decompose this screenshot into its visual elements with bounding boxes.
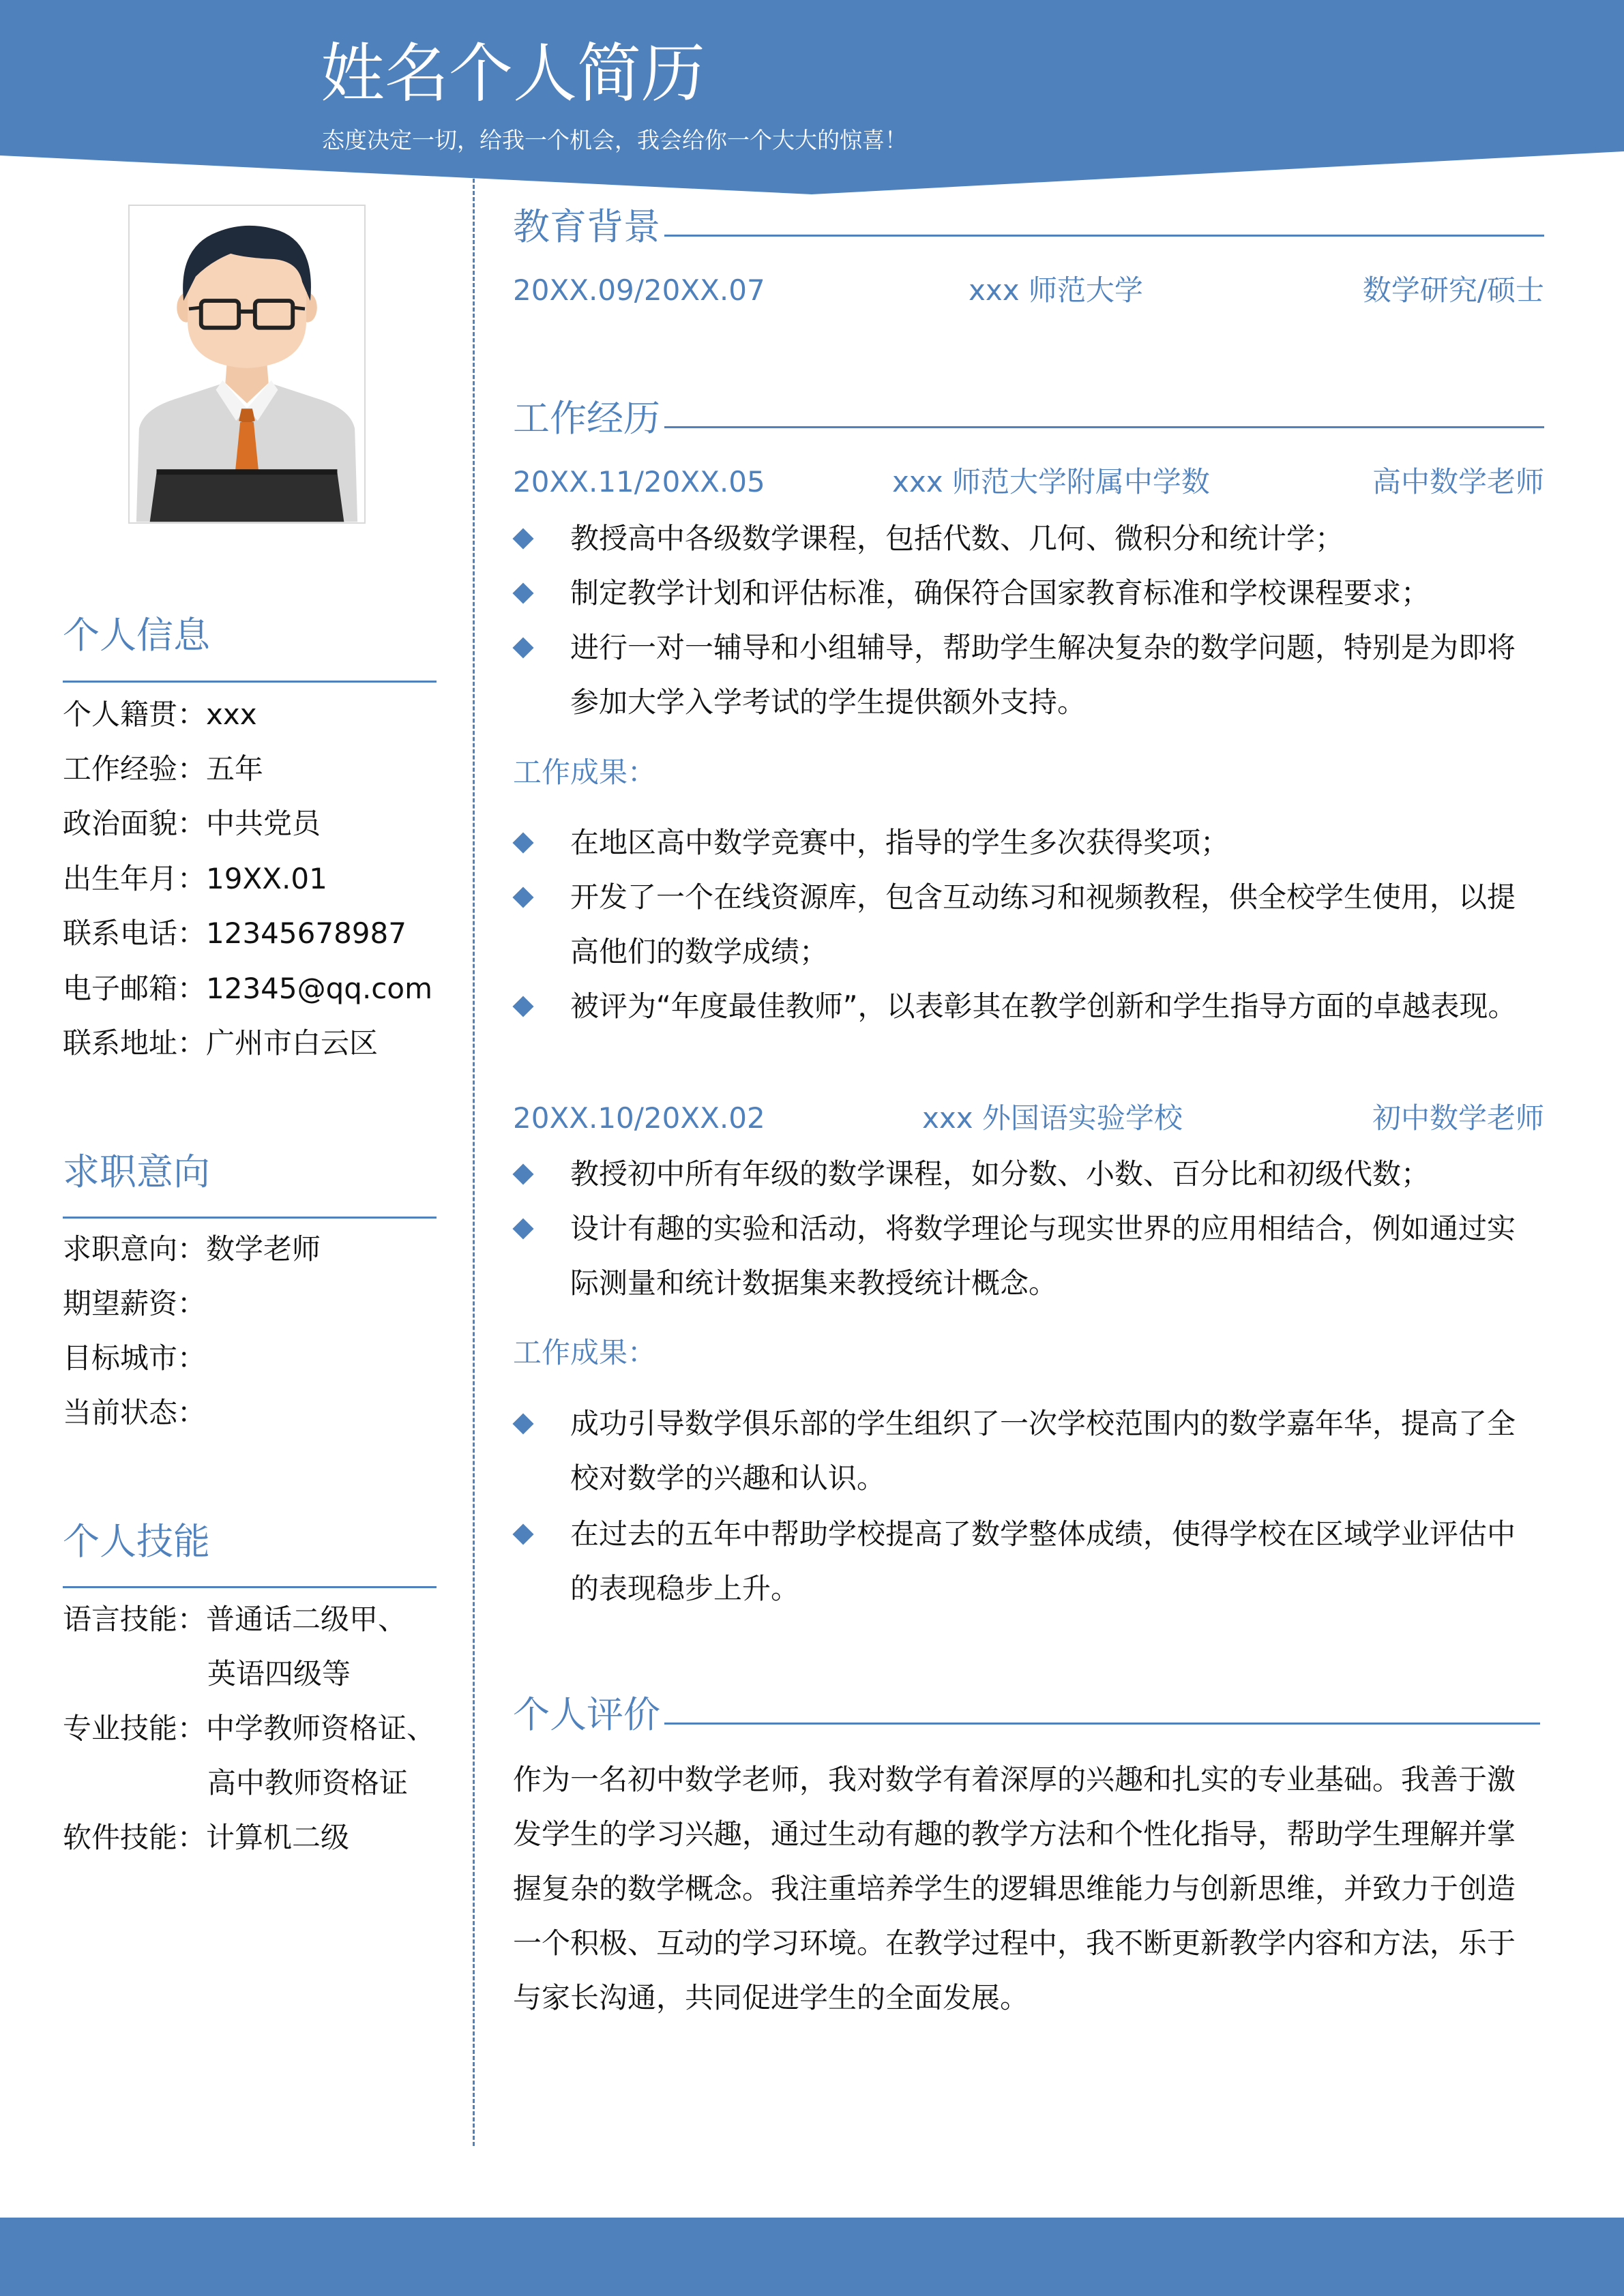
- skill-row-professional: [63, 1714, 435, 1743]
- personal-info-heading: 个人信息: [63, 614, 210, 657]
- education-school: xxx 师范大学: [969, 273, 1143, 307]
- diamond-bullet-icon: [512, 1218, 533, 1239]
- skill-value-cont: 高中教师资格证: [207, 1766, 409, 1800]
- info-label: 联系地址：: [63, 1026, 207, 1060]
- footer-band: [0, 2218, 1624, 2296]
- avatar-icon: [130, 206, 364, 522]
- diamond-bullet-icon: [512, 637, 533, 658]
- education-date: 20XX.09/20XX.07: [513, 273, 765, 307]
- list-item-text: 成功引导数学俱乐部的学生组织了一次学校范围内的数学嘉年华，提高了全: [570, 1407, 1516, 1440]
- profile-photo: [128, 205, 366, 524]
- job1-company: xxx 师范大学附属中学数: [892, 465, 1210, 498]
- list-item-text: 参加大学入学考试的学生提供额外支持。: [570, 685, 1087, 719]
- info-value: xxx: [206, 698, 257, 731]
- job1-position: 高中数学老师: [1372, 465, 1544, 498]
- job2-position: 初中数学老师: [1372, 1101, 1544, 1135]
- job2-date: 20XX.10/20XX.02: [513, 1101, 765, 1135]
- diamond-bullet-icon: [512, 1523, 533, 1545]
- info-value: 五年: [206, 752, 264, 786]
- evaluation-line: 作为一名初中数学老师，我对数学有着深厚的兴趣和扎实的专业基础。我善于激: [513, 1763, 1516, 1796]
- list-item-text: 的表现稳步上升。: [570, 1572, 800, 1605]
- education-degree: 数学研究/硕士: [1362, 273, 1544, 307]
- diamond-bullet-icon: [512, 582, 533, 603]
- skill-value: 普通话二级甲、: [206, 1602, 407, 1636]
- page-motto: 态度决定一切，给我一个机会，我会给你一个大大的惊喜！: [322, 127, 907, 153]
- column-divider: [473, 179, 475, 2146]
- info-value: 12345678987: [206, 916, 407, 950]
- evaluation-line: 发学生的学习兴趣，通过生动有趣的教学方法和个性化指导，帮助学生理解并掌: [513, 1817, 1516, 1851]
- info-label: 联系电话：: [63, 916, 207, 950]
- info-label: 期望薪资：: [63, 1287, 207, 1320]
- diamond-bullet-icon: [512, 832, 533, 853]
- evaluation-heading: 个人评价: [513, 1693, 660, 1736]
- skill-value-cont: 英语四级等: [207, 1657, 351, 1690]
- list-item-text: 进行一对一辅导和小组辅导，帮助学生解决复杂的数学问题，特别是为即将: [570, 631, 1516, 664]
- info-row-political: [63, 809, 321, 838]
- info-label: 当前状态：: [63, 1396, 207, 1429]
- personal-info-rule: [63, 681, 437, 683]
- list-item-text: 在过去的五年中帮助学校提高了数学整体成绩，使得学校在区域学业评估中: [570, 1517, 1516, 1551]
- evaluation-rule: [664, 1723, 1540, 1725]
- skill-value: 计算机二级: [206, 1821, 350, 1854]
- skill-label: 软件技能：: [63, 1821, 207, 1854]
- diamond-bullet-icon: [512, 528, 533, 549]
- info-row-intent: [63, 1232, 321, 1266]
- evaluation-line: 握复杂的数学概念。我注重培养学生的逻辑思维能力与创新思维，并致力于创造: [513, 1872, 1516, 1905]
- list-item-text: 校对数学的兴趣和认识。: [570, 1461, 886, 1495]
- info-label: 个人籍贯：: [63, 698, 207, 731]
- info-value: 12345@qq.com: [206, 972, 432, 1005]
- work-rule: [664, 426, 1544, 428]
- info-row-salary: [63, 1289, 206, 1318]
- info-label: 求职意向：: [63, 1232, 207, 1266]
- list-item-text: 高他们的数学成绩；: [570, 935, 829, 968]
- job-intent-heading: 求职意向: [63, 1150, 210, 1193]
- education-rule: [664, 235, 1544, 237]
- info-label: 工作经验：: [63, 752, 207, 786]
- work-heading: 工作经历: [513, 397, 660, 440]
- list-item-text: 被评为“年度最佳教师”，以表彰其在教学创新和学生指导方面的卓越表现。: [570, 989, 1517, 1023]
- list-item-text: 制定教学计划和评估标准，确保符合国家教育标准和学校课程要求；: [570, 576, 1430, 610]
- info-row-experience: [63, 752, 264, 786]
- list-item-text: 在地区高中数学竞赛中，指导的学生多次获得奖项；: [570, 826, 1230, 859]
- skill-row-language: [63, 1602, 407, 1636]
- job1-achievements-heading: 工作成果：: [513, 756, 657, 789]
- info-row-address: [63, 1026, 379, 1060]
- education-heading: 教育背景: [513, 205, 660, 248]
- info-row-city: [63, 1341, 207, 1375]
- info-row-phone: [63, 916, 407, 950]
- page-title: 姓名个人简历: [321, 37, 706, 111]
- info-value: 中共党员: [206, 807, 321, 840]
- info-label: 出生年月：: [63, 862, 207, 895]
- info-row-status: [63, 1396, 207, 1429]
- info-value: 19XX.01: [206, 862, 327, 895]
- skills-rule: [63, 1586, 437, 1588]
- info-row-email: [63, 974, 432, 1003]
- info-row-hometown: [63, 700, 257, 729]
- evaluation-line: 一个积极、互动的学习环境。在教学过程中，我不断更新教学内容和方法，乐于: [513, 1926, 1516, 1960]
- skill-row-software: [63, 1823, 349, 1852]
- diamond-bullet-icon: [512, 1163, 533, 1184]
- skill-label: 专业技能：: [63, 1712, 207, 1745]
- header-band: [0, 0, 1624, 198]
- list-item-text: 际测量和统计数据集来教授统计概念。: [570, 1266, 1058, 1300]
- job1-date: 20XX.11/20XX.05: [513, 465, 765, 498]
- info-label: 目标城市：: [63, 1341, 207, 1375]
- job2-company: xxx 外国语实验学校: [922, 1101, 1183, 1135]
- evaluation-line: 与家长沟通，共同促进学生的全面发展。: [513, 1981, 1029, 2014]
- info-value: 数学老师: [206, 1232, 321, 1266]
- info-row-birth: [63, 862, 327, 895]
- list-item-text: 教授初中所有年级的数学课程，如分数、小数、百分比和初级代数；: [570, 1157, 1430, 1191]
- diamond-bullet-icon: [512, 886, 533, 908]
- info-label: 电子邮箱：: [63, 972, 207, 1005]
- diamond-bullet-icon: [512, 1413, 533, 1434]
- job-intent-rule: [63, 1217, 437, 1219]
- info-value: 广州市白云区: [206, 1026, 379, 1060]
- skill-value: 中学教师资格证、: [206, 1712, 436, 1745]
- skill-label: 语言技能：: [63, 1602, 207, 1636]
- list-item-text: 开发了一个在线资源库，包含互动练习和视频教程，供全校学生使用，以提: [570, 880, 1516, 914]
- list-item-text: 教授高中各级数学课程，包括代数、几何、微积分和统计学；: [570, 522, 1344, 555]
- job2-achievements-heading: 工作成果：: [513, 1336, 657, 1369]
- skills-heading: 个人技能: [63, 1520, 210, 1563]
- info-label: 政治面貌：: [63, 807, 207, 840]
- list-item-text: 设计有趣的实验和活动，将数学理论与现实世界的应用相结合，例如通过实: [570, 1212, 1516, 1245]
- diamond-bullet-icon: [512, 996, 533, 1017]
